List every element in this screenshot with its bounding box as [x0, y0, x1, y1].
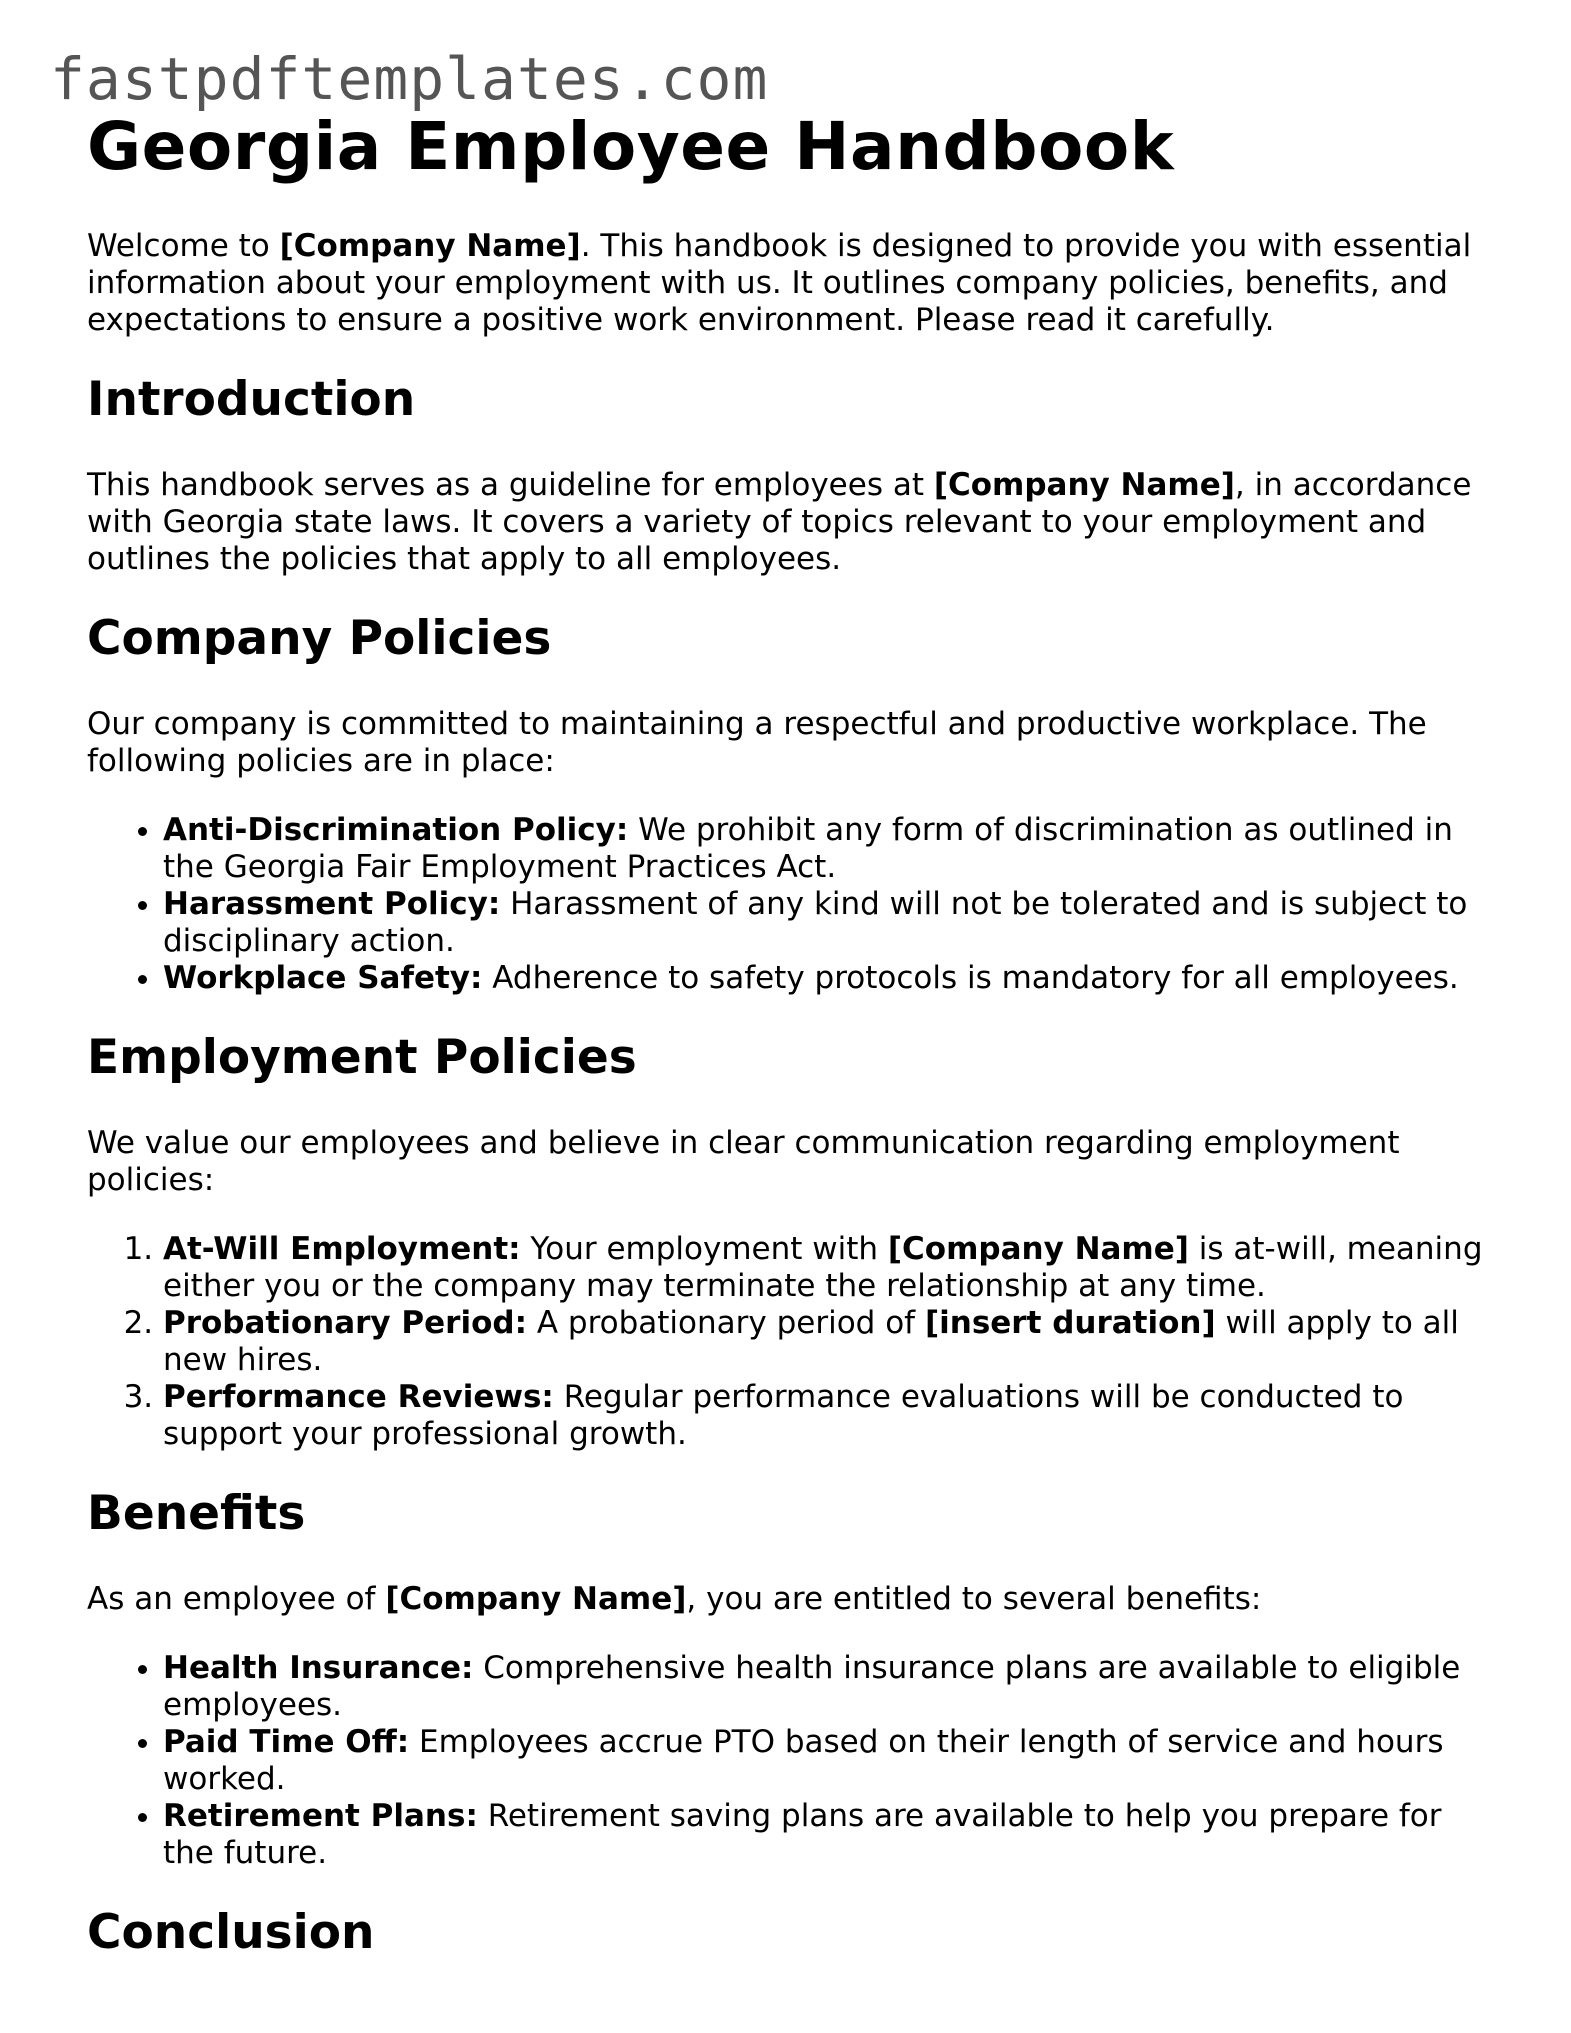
benefits-paragraph: As an employee of [Company Name], you are entitled to several benefits:: [87, 1581, 1262, 1618]
section-heading-employment-policies: Employment Policies: [87, 1029, 637, 1085]
page-title: Georgia Employee Handbook: [87, 108, 1175, 185]
watermark: fastpdftemplates.com: [50, 45, 769, 113]
section-heading-company-policies: Company Policies: [87, 610, 552, 666]
section-heading-benefits: Benefits: [87, 1486, 306, 1542]
company-name-placeholder: [Company Name]: [385, 1581, 687, 1618]
list-item: • Retirement Plans: Retirement saving plans are available to help you prepare for the future.: [163, 1798, 1487, 1872]
company-name-placeholder: [Company Name]: [933, 466, 1235, 503]
list-item: 3. Performance Reviews: Regular performance evaluations will be conducted to support your professional growth.: [163, 1379, 1487, 1453]
list-item: • Workplace Safety: Adherence to safety protocols is mandatory for all employees.: [163, 960, 1487, 997]
list-item: • Anti-Discrimination Policy: We prohibit any form of discrimination as outlined in the Georgia Fair Employment Practices Act.: [163, 812, 1487, 886]
section-heading-introduction: Introduction: [87, 371, 416, 427]
list-item: 1. At-Will Employment: Your employment with [Company Name] is at-will, meaning either you or the company may terminate the relationship at any time.: [163, 1231, 1487, 1305]
list-item: • Paid Time Off: Employees accrue PTO based on their length of service and hours worked.: [163, 1724, 1487, 1798]
company-policies-paragraph: Our company is committed to maintaining a respectful and productive workplace. The following policies are in place:: [87, 705, 1427, 779]
employment-policies-list: [87, 1231, 1487, 1453]
benefits-list: [87, 1650, 1487, 1872]
employment-policies-paragraph: We value our employees and believe in clear communication regarding employment policies:: [87, 1125, 1400, 1199]
company-policies-list: [87, 812, 1487, 997]
list-item: • Health Insurance: Comprehensive health insurance plans are available to eligible employees.: [163, 1650, 1487, 1724]
introduction-paragraph: This handbook serves as a guideline for employees at [Company Name], in accordance with Georgia state laws. It covers a variety of topics relevant to your employment and outlines the policies that apply to all employees.: [87, 466, 1472, 577]
company-name-placeholder: [Company Name]: [279, 227, 581, 264]
list-item: • Harassment Policy: Harassment of any kind will not be tolerated and is subject to disciplinary action.: [163, 886, 1487, 960]
list-item: 2. Probationary Period: A probationary period of [insert duration] will apply to all new hires.: [163, 1305, 1487, 1379]
document-body: [87, 108, 1487, 2000]
welcome-paragraph: Welcome to [Company Name]. This handbook is designed to provide you with essential information about your employment with us. It outlines company policies, benefits, and expectations to ensure a positive work environment. Please read it carefully.: [87, 227, 1472, 338]
section-heading-conclusion: Conclusion: [87, 1905, 375, 1961]
